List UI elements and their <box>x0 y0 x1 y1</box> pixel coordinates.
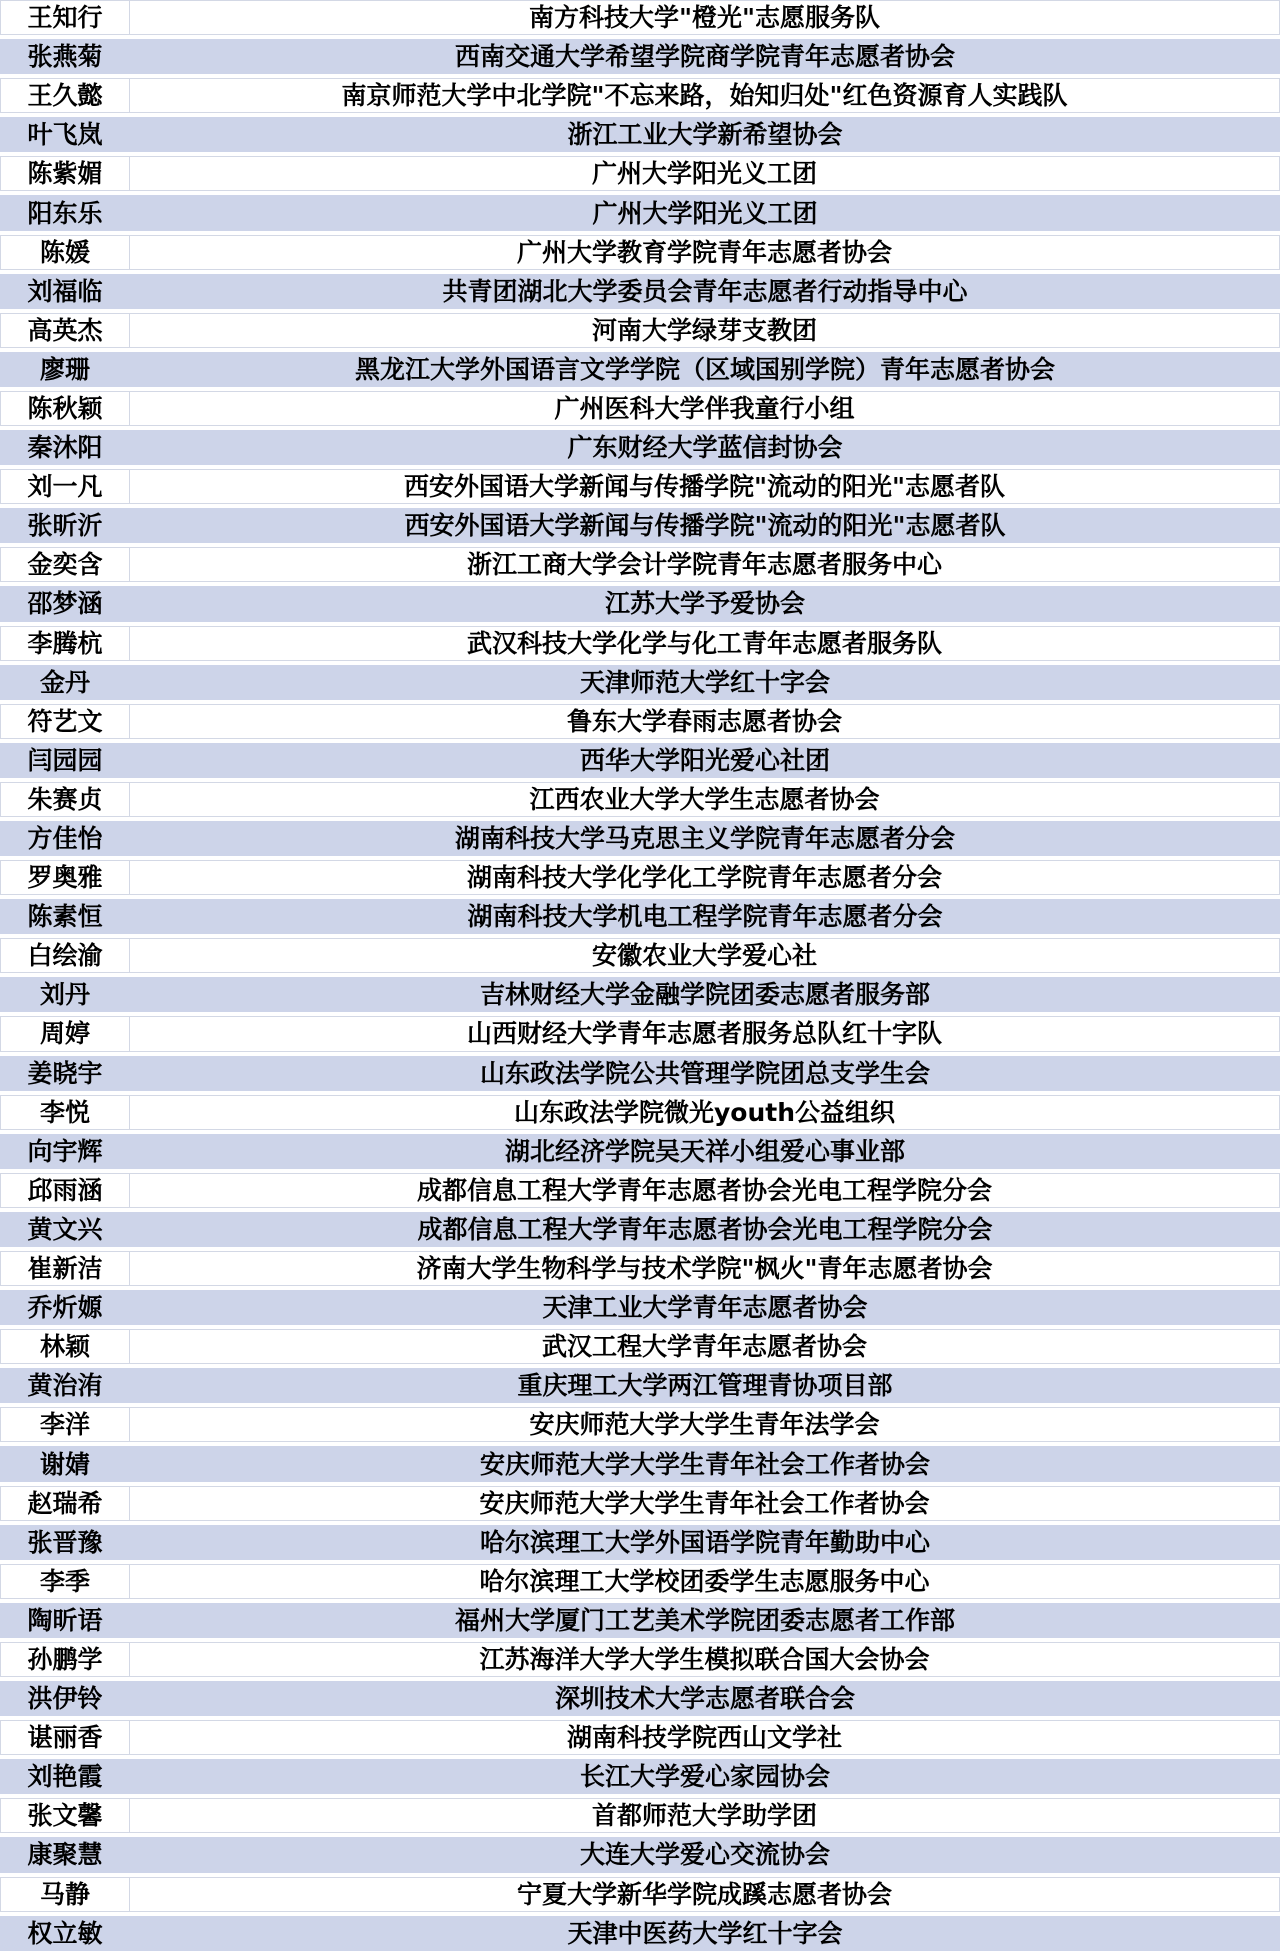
table-row <box>0 821 1280 856</box>
organization-name-cell: 武汉科技大学化学与化工青年志愿者服务队 <box>130 627 1280 660</box>
organization-name-cell: 湖南科技大学机电工程学院青年志愿者分会 <box>467 902 943 932</box>
table-row <box>0 938 1280 973</box>
table-row <box>0 1290 1280 1325</box>
person-name-cell: 邱雨涵 <box>0 1174 130 1207</box>
person-name-cell: 刘艳霞 <box>27 1762 103 1792</box>
organization-name-cell: 浙江工商大学会计学院青年志愿者服务中心 <box>130 548 1280 581</box>
organization-name-cell: 山东政法学院公共管理学院团总支学生会 <box>479 1058 930 1088</box>
table-row <box>0 1212 1280 1247</box>
table-row <box>0 977 1280 1012</box>
organization-name-cell: 广州大学阳光义工团 <box>592 198 818 228</box>
person-name-cell: 孙鹏学 <box>0 1643 130 1676</box>
table-row <box>0 469 1280 504</box>
organization-name-cell: 南京师范大学中北学院"不忘来路，始知归处"红色资源育人实践队 <box>130 79 1280 112</box>
organization-name-cell: 西南交通大学希望学院商学院青年志愿者协会 <box>454 42 955 72</box>
person-name-cell: 赵瑞希 <box>0 1487 130 1520</box>
organization-name-cell: 安庆师范大学大学生青年社会工作者协会 <box>479 1449 930 1479</box>
person-name-cell: 邵梦涵 <box>27 589 103 619</box>
organization-name-cell: 河南大学绿芽支教团 <box>130 314 1280 347</box>
organization-name-cell: 深圳技术大学志愿者联合会 <box>554 1684 855 1714</box>
table-row <box>0 665 1280 700</box>
organization-name-cell: 湖北经济学院吴天祥小组爱心事业部 <box>504 1136 905 1166</box>
table-row <box>0 78 1280 113</box>
person-name-cell: 李洋 <box>0 1408 130 1441</box>
person-name-cell: 王久懿 <box>0 79 130 112</box>
organization-name-cell: 黑龙江大学外国语言文学学院（区域国别学院）青年志愿者协会 <box>354 354 1055 384</box>
organization-name-cell: 安庆师范大学大学生青年社会工作者协会 <box>130 1487 1280 1520</box>
table-row <box>0 1525 1280 1560</box>
table-row <box>0 782 1280 817</box>
organization-name-cell: 吉林财经大学金融学院团委志愿者服务部 <box>479 980 930 1010</box>
table-row <box>0 1720 1280 1755</box>
table-row <box>0 1016 1280 1051</box>
person-name-cell: 陈素恒 <box>27 902 103 932</box>
organization-name-cell: 江苏海洋大学大学生模拟联合国大会协会 <box>130 1643 1280 1676</box>
table-row <box>0 1368 1280 1403</box>
person-name-cell: 陈秋颖 <box>0 392 130 425</box>
organization-name-cell: 哈尔滨理工大学外国语学院青年勤助中心 <box>479 1527 930 1557</box>
table-row <box>0 391 1280 426</box>
table-row <box>0 508 1280 543</box>
person-name-cell: 陈紫媚 <box>0 157 130 190</box>
person-name-cell: 张文馨 <box>0 1799 130 1832</box>
organization-name-cell: 湖南科技学院西山文学社 <box>130 1721 1280 1754</box>
organization-name-cell: 安徽农业大学爱心社 <box>130 939 1280 972</box>
person-name-cell: 朱赛贞 <box>0 783 130 816</box>
person-name-cell: 黄文兴 <box>27 1214 103 1244</box>
table-row <box>0 704 1280 739</box>
person-name-cell: 符艺文 <box>0 705 130 738</box>
organization-name-cell: 大连大学爱心交流协会 <box>579 1840 830 1870</box>
table-row <box>0 743 1280 778</box>
person-name-cell: 方佳怡 <box>27 824 103 854</box>
table-row <box>0 626 1280 661</box>
person-name-cell: 张晋豫 <box>27 1527 103 1557</box>
table-row <box>0 352 1280 387</box>
person-name-cell: 崔新洁 <box>0 1252 130 1285</box>
table-row <box>0 274 1280 309</box>
person-name-cell: 洪伊铃 <box>27 1684 103 1714</box>
table-row <box>0 1681 1280 1716</box>
person-name-cell: 金奕含 <box>0 548 130 581</box>
person-name-cell: 罗奥雅 <box>0 861 130 894</box>
table-row <box>0 860 1280 895</box>
organization-name-cell: 鲁东大学春雨志愿者协会 <box>130 705 1280 738</box>
organization-name-cell: 武汉工程大学青年志愿者协会 <box>130 1330 1280 1363</box>
person-name-cell: 向宇辉 <box>27 1136 103 1166</box>
organization-name-cell: 济南大学生物科学与技术学院"枫火"青年志愿者协会 <box>130 1252 1280 1285</box>
person-name-cell: 黄治洧 <box>27 1371 103 1401</box>
organization-name-cell: 山西财经大学青年志愿者服务总队红十字队 <box>130 1017 1280 1050</box>
person-name-cell: 姜晓宇 <box>27 1058 103 1088</box>
table-row <box>0 1798 1280 1833</box>
table-row <box>0 117 1280 152</box>
person-name-cell: 闫园园 <box>27 745 103 775</box>
person-name-cell: 刘一凡 <box>0 470 130 503</box>
organization-name-cell: 天津师范大学红十字会 <box>579 667 830 697</box>
table-row <box>0 1603 1280 1638</box>
person-name-cell: 廖珊 <box>39 354 90 384</box>
table-row <box>0 1134 1280 1169</box>
table-row <box>0 0 1280 35</box>
person-name-cell: 陶昕语 <box>27 1605 103 1635</box>
table-row <box>0 1329 1280 1364</box>
person-name-cell: 王知行 <box>0 1 130 34</box>
person-name-cell: 陈媛 <box>0 236 130 269</box>
table-row <box>0 1446 1280 1481</box>
organization-name-cell: 福州大学厦门工艺美术学院团委志愿者工作部 <box>454 1605 955 1635</box>
organization-name-cell: 江西农业大学大学生志愿者协会 <box>130 783 1280 816</box>
organization-name-cell: 广东财经大学蓝信封协会 <box>567 433 843 463</box>
person-name-cell: 权立敏 <box>27 1918 103 1948</box>
table-row <box>0 1095 1280 1130</box>
organization-name-cell: 山东政法学院微光youth公益组织 <box>130 1096 1280 1129</box>
table-row <box>0 1407 1280 1442</box>
organization-name-cell: 宁夏大学新华学院成蹊志愿者协会 <box>130 1878 1280 1911</box>
person-name-cell: 李悦 <box>0 1096 130 1129</box>
person-name-cell: 乔炘嫄 <box>27 1293 103 1323</box>
person-name-cell: 李腾杭 <box>0 627 130 660</box>
organization-name-cell: 广州大学教育学院青年志愿者协会 <box>130 236 1280 269</box>
organization-name-cell: 安庆师范大学大学生青年法学会 <box>130 1408 1280 1441</box>
table-row <box>0 1056 1280 1091</box>
person-name-cell: 金丹 <box>39 667 90 697</box>
organization-name-cell: 天津中医药大学红十字会 <box>567 1918 843 1948</box>
organization-name-cell: 天津工业大学青年志愿者协会 <box>542 1293 868 1323</box>
organization-name-cell: 成都信息工程大学青年志愿者协会光电工程学院分会 <box>417 1214 993 1244</box>
person-name-cell: 张昕沂 <box>27 511 103 541</box>
person-name-cell: 叶飞岚 <box>27 120 103 150</box>
person-name-cell: 李季 <box>0 1565 130 1598</box>
person-name-cell: 刘福临 <box>27 276 103 306</box>
person-name-cell: 谌丽香 <box>0 1721 130 1754</box>
person-name-cell: 周婷 <box>0 1017 130 1050</box>
organization-name-cell: 湖南科技大学化学化工学院青年志愿者分会 <box>130 861 1280 894</box>
table-row <box>0 430 1280 465</box>
organization-name-cell: 江苏大学予爱协会 <box>604 589 805 619</box>
person-name-cell: 张燕菊 <box>27 42 103 72</box>
organization-name-cell: 成都信息工程大学青年志愿者协会光电工程学院分会 <box>130 1174 1280 1207</box>
person-name-cell: 阳东乐 <box>27 198 103 228</box>
person-name-cell: 马静 <box>0 1878 130 1911</box>
table-row <box>0 313 1280 348</box>
table-row <box>0 1642 1280 1677</box>
table-row <box>0 1916 1280 1951</box>
organization-name-cell: 西安外国语大学新闻与传播学院"流动的阳光"志愿者队 <box>130 470 1280 503</box>
organization-name-cell: 南方科技大学"橙光"志愿服务队 <box>130 1 1280 34</box>
table-row <box>0 39 1280 74</box>
table-row <box>0 235 1280 270</box>
table-row <box>0 195 1280 230</box>
organization-name-cell: 广州大学阳光义工团 <box>130 157 1280 190</box>
table-row <box>0 1486 1280 1521</box>
organization-name-cell: 共青团湖北大学委员会青年志愿者行动指导中心 <box>442 276 968 306</box>
organization-name-cell: 首都师范大学助学团 <box>130 1799 1280 1832</box>
organization-name-cell: 西安外国语大学新闻与传播学院"流动的阳光"志愿者队 <box>404 511 1006 541</box>
table-row <box>0 1837 1280 1872</box>
person-name-cell: 高英杰 <box>0 314 130 347</box>
person-name-cell: 康聚慧 <box>27 1840 103 1870</box>
person-name-cell: 谢婧 <box>39 1449 90 1479</box>
organization-name-cell: 哈尔滨理工大学校团委学生志愿服务中心 <box>130 1565 1280 1598</box>
table-row <box>0 1173 1280 1208</box>
organization-name-cell: 广州医科大学伴我童行小组 <box>130 392 1280 425</box>
person-name-cell: 白绘渝 <box>0 939 130 972</box>
table-row <box>0 1251 1280 1286</box>
table-row <box>0 1877 1280 1912</box>
person-name-cell: 刘丹 <box>39 980 90 1010</box>
table-row <box>0 156 1280 191</box>
table-row <box>0 1759 1280 1794</box>
table-row <box>0 899 1280 934</box>
person-name-cell: 林颖 <box>0 1330 130 1363</box>
organization-name-cell: 长江大学爱心家园协会 <box>579 1762 830 1792</box>
organization-name-cell: 浙江工业大学新希望协会 <box>567 120 843 150</box>
organization-name-cell: 重庆理工大学两江管理青协项目部 <box>517 1371 893 1401</box>
organization-name-cell: 西华大学阳光爱心社团 <box>579 745 830 775</box>
table-row <box>0 586 1280 621</box>
table-row <box>0 1564 1280 1599</box>
organization-name-cell: 湖南科技大学马克思主义学院青年志愿者分会 <box>454 824 955 854</box>
table-row <box>0 547 1280 582</box>
person-name-cell: 秦沐阳 <box>27 433 103 463</box>
